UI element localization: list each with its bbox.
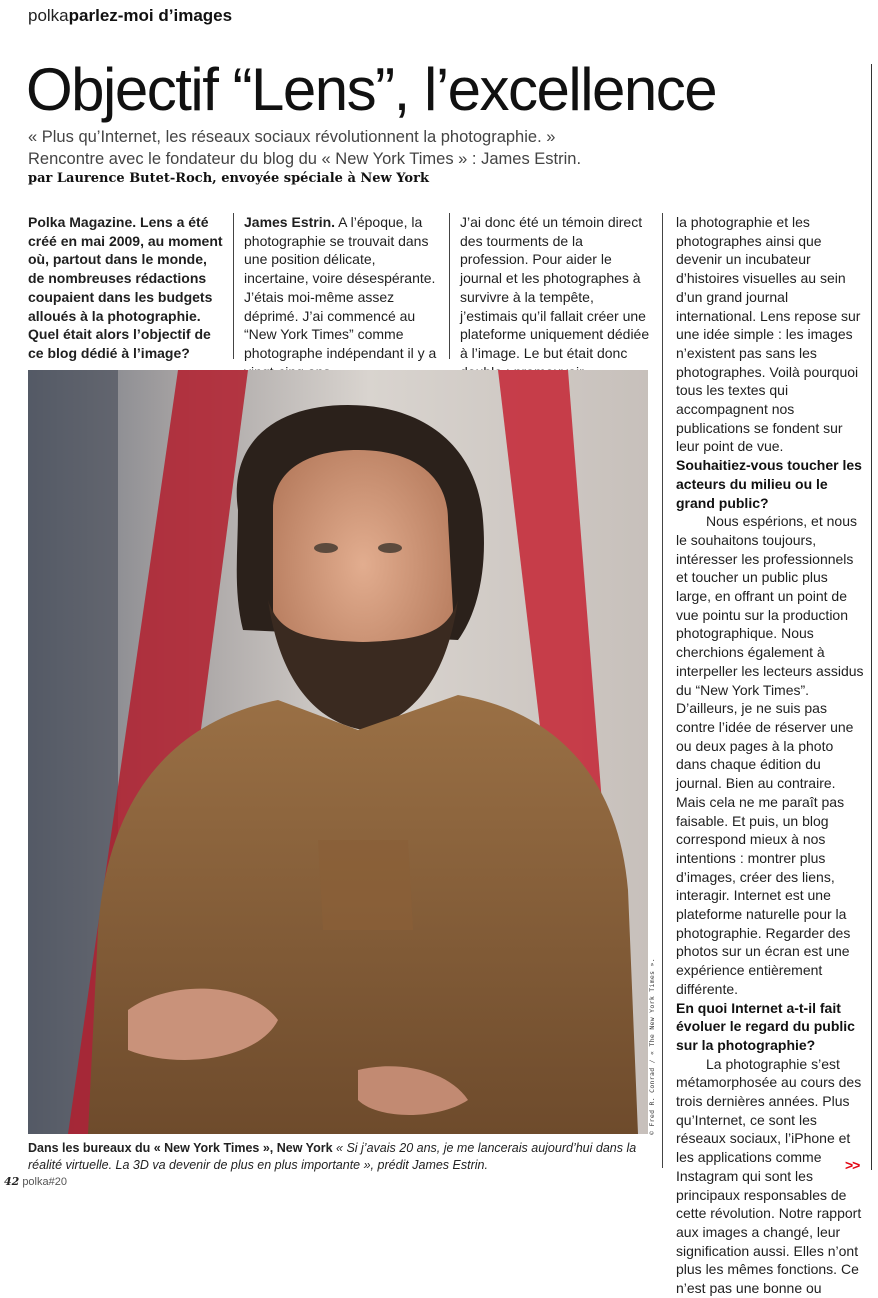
- speaker-name: James Estrin.: [244, 214, 336, 230]
- column-2: [244, 213, 440, 381]
- rubric-name: parlez-moi d’images: [68, 6, 233, 25]
- brand-name: polka: [28, 6, 69, 25]
- column-separator: [662, 213, 663, 1168]
- answer-1-part-2: J’ai donc été un témoin direct des tourments de la profession. Pour aider le journal et les photographes à survivre à la tempête, j’estimais qu’il fallait créer une plateforme uniquement dédiée à l’image. Le but était donc: [460, 214, 650, 361]
- section-kicker: [28, 6, 232, 26]
- column-separator: [233, 213, 234, 359]
- standfirst-line-2: Rencontre avec le fondateur du blog du « New York Times » : James Estrin.: [28, 150, 582, 168]
- answer-1-part-3: la photographie et les photographes ainsi que devenir un incubateur d’histoires visuelles au sein d’un grand journal international. Lens repose sur une idée simple : les images n’existent pas sans les photographes. Voilà pourquoi tous les textes qui accompagnent nos publications se fondent sur leur point de vue.: [676, 214, 861, 455]
- article-title: Objectif “Lens”, l’excellence: [26, 56, 717, 123]
- issue-label: polka#20: [22, 1176, 67, 1188]
- byline: par Laurence Butet-Roch, envoyée spéciale à New York: [28, 171, 429, 186]
- right-margin-rule: [871, 64, 872, 1170]
- caption-quote: « Si j’avais 20 ans, je me lancerais aujourd’hui dans la réalité virtuelle. La 3D va devenir de plus en plus importante », prédit James Estrin.: [28, 1141, 637, 1172]
- photo-credit: © Fred R. Conrad / « The New York Times ».: [648, 958, 656, 1135]
- portrait-photo: [28, 370, 648, 1134]
- interview-question-2: Souhaitiez-vous toucher les acteurs du milieu ou le grand public?: [676, 457, 862, 511]
- portrait-illustration: [28, 370, 648, 1134]
- interview-question-3: En quoi Internet a-t-il fait évoluer le regard du public sur la photographie?: [676, 999, 855, 1053]
- standfirst-line-1: « Plus qu’Internet, les réseaux sociaux révolutionnent la photographie. »: [28, 128, 556, 146]
- column-3: [460, 213, 650, 381]
- photo-caption: [28, 1140, 648, 1174]
- shirt-pocket: [318, 840, 413, 930]
- right-eye: [378, 543, 402, 553]
- column-1: [28, 213, 224, 363]
- continue-arrow: >>: [845, 1157, 860, 1173]
- interview-question-1: Polka Magazine. Lens a été créé en mai 2009, au moment où, partout dans le monde, de nombreuses rédactions coupaient dans les budgets alloués à la photographie. Quel était alors l’objectif de ce blog dédié à l’image?: [28, 214, 223, 361]
- standfirst: [28, 126, 748, 170]
- answer-3: La photographie s’est métamorphosée au cours des trois dernières années. Plus qu’Internet, ce sont les réseaux sociaux, l’iPhone et les applications comme Instagram qui sont les principaux responsables de cette révolution. Notre rapport aux images a changé, leur signification aussi. Elles n’ont plus les mêmes fonctions. Ce n’est pas une bonne ou: [676, 1055, 862, 1297]
- answer-1-part-1: [244, 213, 440, 381]
- answer-1-text: A l’époque, la photographie se trouvait dans une position délicate, incertaine, voire désespérante. J’étais moi-même assez déprimé. J’ai commencé au “New York Times” comme photographe indépendant il y a: [244, 214, 437, 361]
- page-folio: [4, 1175, 67, 1189]
- column-4: [676, 213, 866, 1298]
- page-number: 42: [4, 1175, 20, 1188]
- answer-2: Nous espérions, et nous le souhaitons toujours, intéresser les professionnels et toucher un public plus large, en offrant un point de vue pointu sur la production photographique. Nous cherchions également à interpeller les lecteurs assidus du “New York Times”. D’ailleurs, je ne suis pas contre l’idée de réserver une ou deux pages à la photo dans chaque édition du journal. Bien au contraire. Mais cela ne me paraît pas faisable. Et puis, un blog correspond mieux à nos intentions : montrer plus d’images, créer des liens, interagir. Internet est une plateforme naturelle pour la photographie. Regarder des photos sur un écran est une expérience entièrement différente.: [676, 513, 864, 997]
- left-eye: [314, 543, 338, 553]
- caption-lead: Dans les bureaux du « New York Times », New York: [28, 1141, 333, 1155]
- column-separator: [449, 213, 450, 359]
